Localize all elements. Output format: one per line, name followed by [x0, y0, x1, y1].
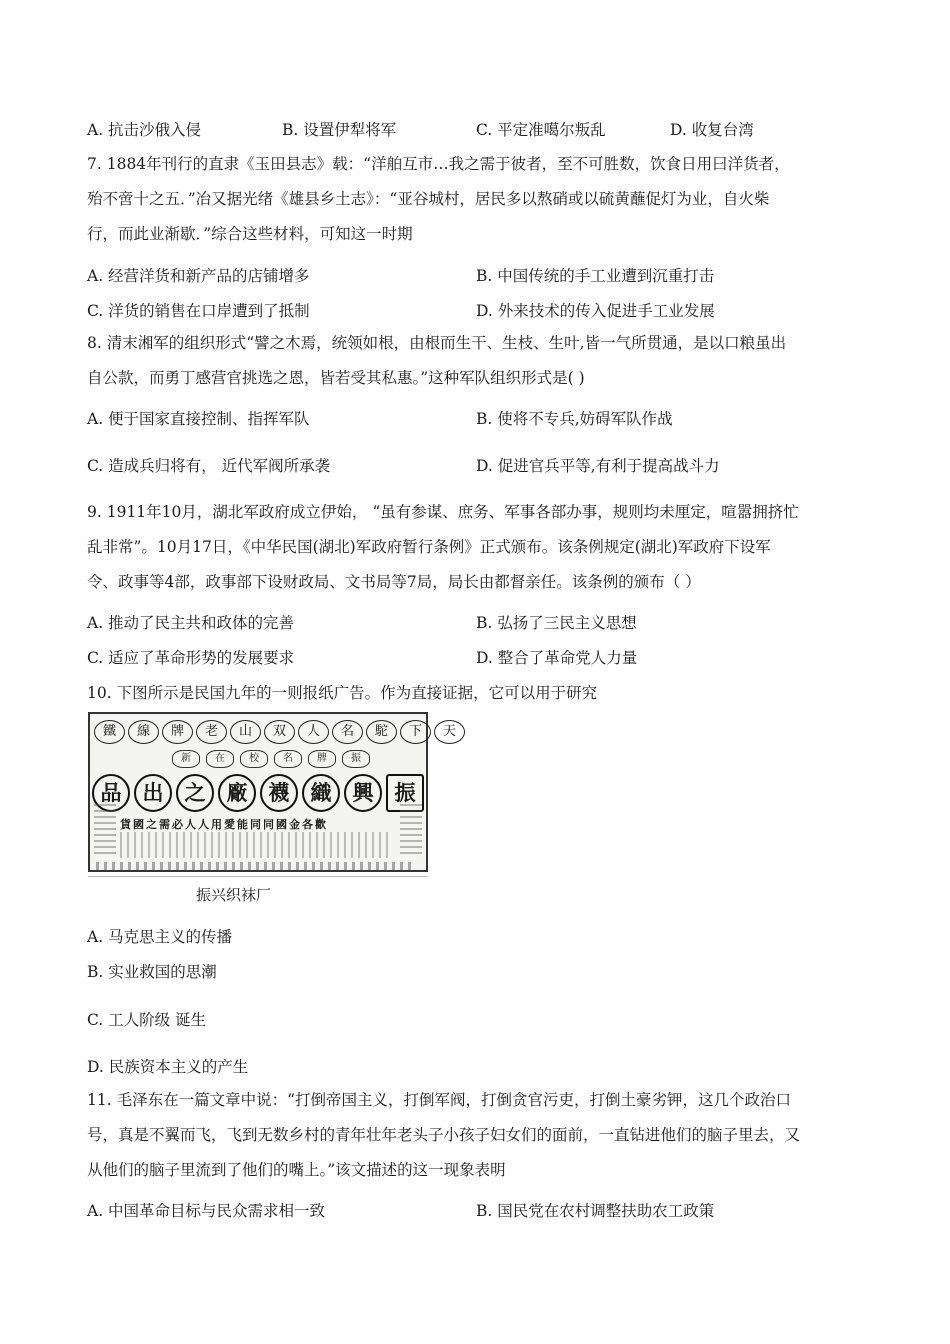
- q9-stem-line: 9. 1911年10月，湖北军政府成立伊始， “虽有参谋、庶务、军事各部办事，规则均未厘定，喧嚣拥挤忙: [87, 503, 799, 521]
- ad-top-char: 双: [264, 720, 295, 744]
- q9-option-c[interactable]: C. 适应了革命形势的发展要求: [87, 649, 295, 667]
- q8-stem: [87, 326, 867, 396]
- ad-top-char: 牌: [162, 720, 193, 744]
- ad-big-char: 振: [386, 774, 424, 812]
- q8-stem-line: 8. 清末湘军的组织形式“譬之木焉，统领如根，由根而生干、生枝、生叶,皆一气所贯通，是以口粮虽出: [87, 334, 787, 352]
- ad-sub-char: 牌: [308, 750, 336, 768]
- q8-stem-line: 自公款，而勇丁感营官挑选之恩，皆若受其私惠。”这种军队组织形式是( ): [87, 369, 585, 387]
- q7-stem-line: 行，而此业渐歇．”综合这些材料，可知这一时期: [87, 225, 413, 243]
- ad-top-char: 鐵: [94, 720, 125, 744]
- ad-big-char: 廠: [218, 774, 256, 812]
- q11-stem: [87, 1083, 867, 1188]
- q7-option-a[interactable]: A. 经营洋货和新产品的店铺增多: [87, 267, 310, 285]
- ad-top-row: [94, 720, 465, 744]
- ad-fine-print-left: [94, 804, 116, 854]
- q11-stem-line: 号，真是不翼而飞，飞到无数乡村的青年壮年老头子小孩子妇女们的面前，一直钻进他们的脑子里去，又: [87, 1126, 801, 1144]
- q9-option-b[interactable]: B. 弘扬了三民主义思想: [476, 614, 637, 632]
- ad-big-char: 襪: [260, 774, 298, 812]
- ad-top-char: 名: [332, 720, 363, 744]
- q7-option-c[interactable]: C. 洋货的销售在口岸遭到了抵制: [87, 302, 310, 320]
- q9-stem-line: 令、政事等4部，政事部下设财政局、文书局等7局，局长由都督亲任。该条例的颁布（ ）: [87, 573, 701, 591]
- ad-top-char: 山: [230, 720, 261, 744]
- q7-stem-line: 殆不啻十之五．”冶又据光绪《雄县乡土志》：“亚谷城村，居民多以熬硝或以硫黄蘸促灯为业，自火柴: [87, 190, 770, 208]
- q9-option-d[interactable]: D. 整合了革命党人力量: [476, 649, 638, 667]
- ad-big-char: 出: [134, 774, 172, 812]
- ad-sub-char: 在: [206, 750, 234, 768]
- q9-option-a[interactable]: A. 推动了民主共和政体的完善: [87, 614, 295, 632]
- q7-stem-line: 7. 1884年刊行的直隶《玉田县志》载：“洋舶互市…我之需于彼者，至不可胜数，饮食日用曰洋货者，: [87, 155, 790, 173]
- q8-option-c[interactable]: C. 造成兵归将有， 近代军阀所承袭: [87, 457, 331, 475]
- q6-option-c[interactable]: C. 平定准噶尔叛乱: [476, 121, 606, 139]
- q9-stem: [87, 495, 867, 600]
- q10-option-c[interactable]: C. 工人阶级 诞生: [87, 1011, 207, 1029]
- newspaper-ad-image: [88, 712, 456, 872]
- ad-sub-char: 新: [172, 750, 200, 768]
- q10-stem: 10. 下图所示是民国九年的一则报纸广告。作为直接证据，它可以用于研究: [87, 684, 598, 702]
- ad-sub-char: 振: [342, 750, 370, 768]
- ad-fine-print-right: [400, 804, 422, 854]
- ad-top-char: 天: [434, 720, 465, 744]
- ad-sub-char: 校: [240, 750, 268, 768]
- ad-fine-print: [120, 832, 390, 858]
- q7-stem: [87, 147, 867, 252]
- ad-top-char: 下: [400, 720, 431, 744]
- ad-top-char: 老: [196, 720, 227, 744]
- ad-sub-char: 名: [274, 750, 302, 768]
- q8-option-d[interactable]: D. 促进官兵平等,有利于提高战斗力: [476, 457, 720, 475]
- ad-headline: [92, 774, 424, 812]
- figure-caption: 振兴织袜厂: [196, 886, 272, 904]
- q6-option-b[interactable]: B. 设置伊犁将军: [282, 121, 397, 139]
- ad-big-char: 興: [344, 774, 382, 812]
- q6-option-d[interactable]: D. 收复台湾: [670, 121, 754, 139]
- q8-option-a[interactable]: A. 便于国家直接控制、指挥军队: [87, 410, 310, 428]
- ad-top-char: 駝: [366, 720, 397, 744]
- q9-stem-line: 乱非常”。10月17日，《中华民国(湖北)军政府暂行条例》正式颁布。该条例规定(湖北)军政府下设军: [87, 538, 771, 556]
- q10-option-d[interactable]: D. 民族资本主义的产生: [87, 1058, 249, 1076]
- ad-big-char: 織: [302, 774, 340, 812]
- q7-option-b[interactable]: B. 中国传统的手工业遭到沉重打击: [476, 267, 715, 285]
- ad-top-char: 線: [128, 720, 159, 744]
- ad-fine-print-bottom: [96, 862, 416, 870]
- ad-big-char: 之: [176, 774, 214, 812]
- q10-option-a[interactable]: A. 马克思主义的传播: [87, 928, 233, 946]
- q11-stem-line: 从他们的脑子里流到了他们的嘴上。”该文描述的这一现象表明: [87, 1161, 506, 1179]
- ad-big-char: 品: [92, 774, 130, 812]
- ad-top-char: 人: [298, 720, 329, 744]
- ad-sub-row: [172, 750, 370, 768]
- q6-option-a[interactable]: A. 抗击沙俄入侵: [87, 121, 202, 139]
- figure-divider: [88, 876, 428, 877]
- q11-option-b[interactable]: B. 国民党在农村调整扶助农工政策: [476, 1202, 715, 1220]
- q10-option-b[interactable]: B. 实业救国的思潮: [87, 963, 217, 981]
- q7-option-d[interactable]: D. 外来技术的传入促进手工业发展: [476, 302, 715, 320]
- ad-slogan: 貨國之需必人人用愛能同同國金各歡: [120, 818, 328, 831]
- q11-stem-line: 11. 毛泽东在一篇文章中说：“打倒帝国主义，打倒军阀，打倒贪官污吏，打倒土豪劣钾，这几个政治口: [87, 1091, 792, 1109]
- q11-option-a[interactable]: A. 中国革命目标与民众需求相一致: [87, 1202, 326, 1220]
- q8-option-b[interactable]: B. 使将不专兵,妨碍军队作战: [476, 410, 673, 428]
